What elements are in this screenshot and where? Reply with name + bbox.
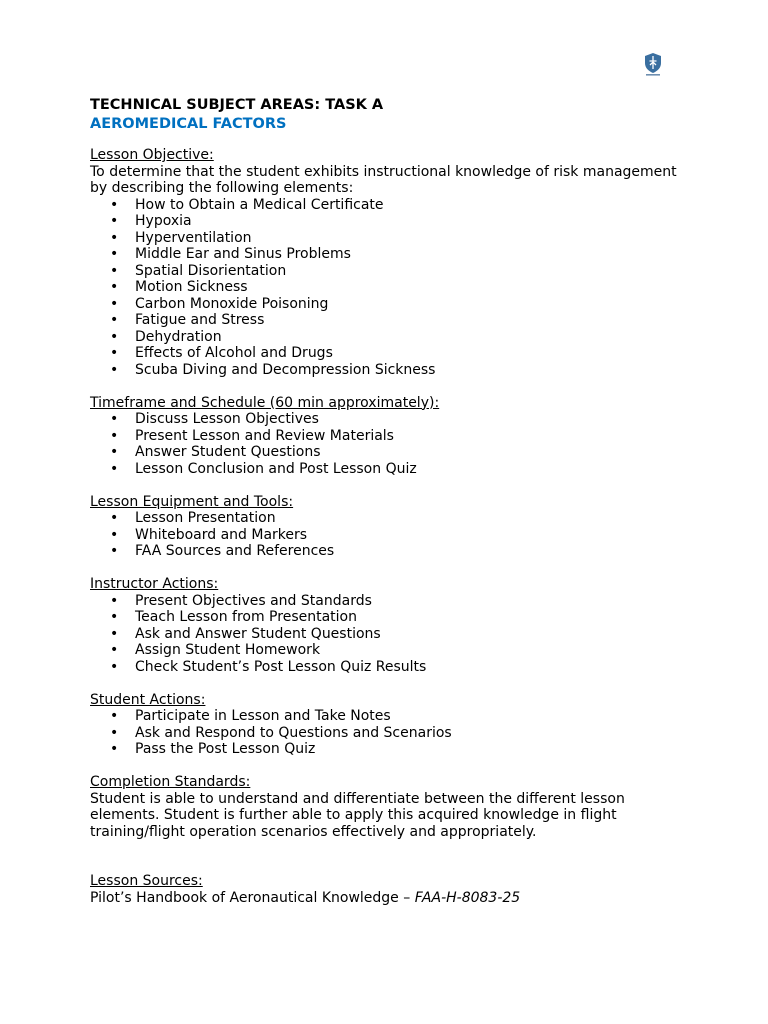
- timeframe-list: [90, 411, 690, 477]
- list-item: • Motion Sickness: [90, 279, 690, 296]
- completion-standards-text: Student is able to understand and differentiate between the different lesson elements. Student is further able to apply this acquired knowledge in flight training/flight operation scenarios effectively and appropriately.: [90, 790, 625, 840]
- completion-standards-section: [90, 774, 690, 840]
- shield-logo-icon: [640, 51, 666, 77]
- lesson-sources-heading: Lesson Sources:: [90, 873, 203, 889]
- list-item: • Present Lesson and Review Materials: [90, 428, 690, 445]
- list-item: • Lesson Presentation: [90, 510, 690, 527]
- lesson-objective-list: [90, 197, 690, 379]
- lesson-objective-text: To determine that the student exhibits instructional knowledge of risk management by describing the following elements:: [90, 163, 677, 196]
- list-item: • Pass the Post Lesson Quiz: [90, 741, 690, 758]
- document-title: TECHNICAL SUBJECT AREAS: TASK A: [90, 97, 384, 113]
- list-item: • Effects of Alcohol and Drugs: [90, 345, 690, 362]
- instructor-actions-section: [90, 576, 690, 675]
- timeframe-section: [90, 395, 690, 478]
- student-actions-section: [90, 692, 690, 758]
- list-item: • Spatial Disorientation: [90, 263, 690, 280]
- list-item: • Whiteboard and Markers: [90, 527, 690, 544]
- list-item: • Assign Student Homework: [90, 642, 690, 659]
- lesson-objective-heading: Lesson Objective:: [90, 147, 214, 163]
- list-item: • Middle Ear and Sinus Problems: [90, 246, 690, 263]
- student-actions-heading: Student Actions:: [90, 691, 206, 708]
- list-item: • Ask and Respond to Questions and Scenarios: [90, 725, 690, 742]
- list-item: • Present Objectives and Standards: [90, 593, 690, 610]
- list-item: • Lesson Conclusion and Post Lesson Quiz: [90, 461, 690, 478]
- list-item: • Participate in Lesson and Take Notes: [90, 708, 690, 725]
- document-subtitle: AEROMEDICAL FACTORS: [90, 116, 287, 132]
- lesson-sources-section: [90, 873, 690, 906]
- instructor-actions-heading: Instructor Actions:: [90, 576, 219, 592]
- list-item: • Hyperventilation: [90, 230, 690, 247]
- lesson-objective-section: [90, 147, 690, 378]
- lesson-sources-title: Pilot’s Handbook of Aeronautical Knowledge –: [90, 889, 415, 906]
- list-item: • Discuss Lesson Objectives: [90, 411, 690, 428]
- equipment-list: [90, 510, 690, 560]
- list-item: • FAA Sources and References: [90, 543, 690, 560]
- lesson-sources-text: [90, 890, 690, 907]
- student-actions-list: [90, 708, 690, 758]
- equipment-heading: Lesson Equipment and Tools:: [90, 493, 294, 510]
- list-item: • Answer Student Questions: [90, 444, 690, 461]
- list-item: • Check Student’s Post Lesson Quiz Results: [90, 659, 690, 676]
- lesson-sources-reference: FAA-H-8083-25: [414, 889, 521, 906]
- list-item: • Dehydration: [90, 329, 690, 346]
- instructor-actions-list: [90, 593, 690, 676]
- list-item: • Fatigue and Stress: [90, 312, 690, 329]
- list-item: • Ask and Answer Student Questions: [90, 626, 690, 643]
- equipment-section: [90, 494, 690, 560]
- document-body: [90, 96, 690, 906]
- list-item: • How to Obtain a Medical Certificate: [90, 197, 690, 214]
- timeframe-heading: Timeframe and Schedule (60 min approximately):: [90, 394, 440, 411]
- list-item: • Teach Lesson from Presentation: [90, 609, 690, 626]
- completion-standards-heading: Completion Standards:: [90, 774, 251, 790]
- list-item: • Scuba Diving and Decompression Sickness: [90, 362, 690, 379]
- list-item: • Carbon Monoxide Poisoning: [90, 296, 690, 313]
- list-item: • Hypoxia: [90, 213, 690, 230]
